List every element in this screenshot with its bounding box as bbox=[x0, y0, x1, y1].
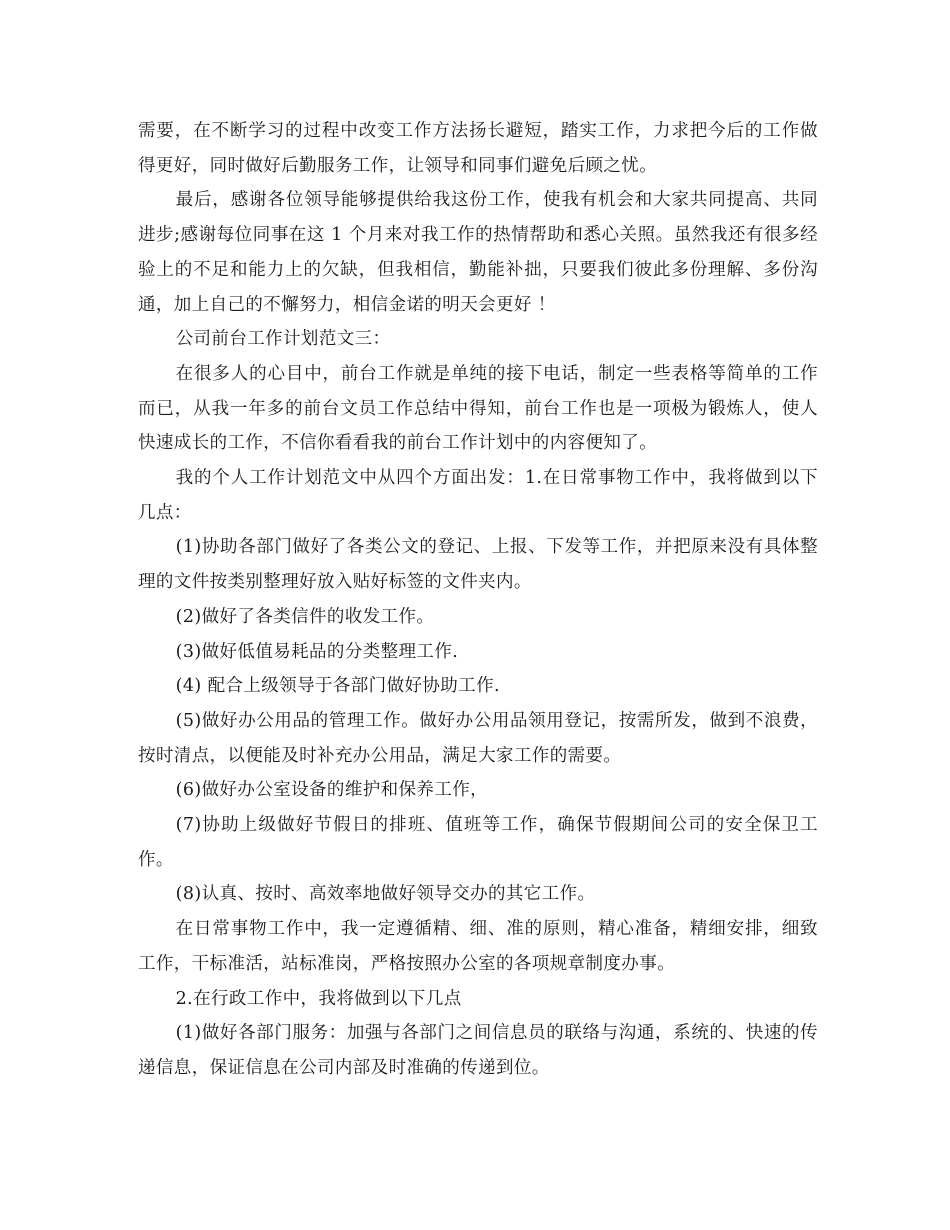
paragraph: 我的个人工作计划范文中从四个方面出发：1.在日常事物工作中，我将做到以下几点： bbox=[138, 468, 818, 523]
list-item: (2)做好了各类信件的收发工作。 bbox=[175, 606, 435, 627]
paragraph: 2.在行政工作中，我将做到以下几点 bbox=[175, 988, 462, 1009]
list-item: (8)认真、按时、高效率地做好领导交办的其它工作。 bbox=[175, 884, 596, 905]
section-heading: 公司前台工作计划范文三： bbox=[175, 329, 391, 350]
list-item: (1)协助各部门做好了各类公文的登记、上报、下发等工作，并把原来没有具体整理的文件按类别整理好放入贴好标签的文件夹内。 bbox=[138, 537, 818, 593]
list-item: (6)做好办公室设备的维护和保养工作， bbox=[175, 780, 489, 801]
list-item: (1)做好各部门服务：加强与各部门之间信息员的联络与沟通，系统的、快速的传递信息，保证信息在公司内部及时准确的传递到位。 bbox=[138, 1023, 818, 1078]
paragraph: 在日常事物工作中，我一定遵循精、细、准的原则，精心准备，精细安排，细致工作，干标准活，站标准岗，严格按照办公室的各项规章制度办事。 bbox=[138, 919, 818, 974]
document-body bbox=[138, 114, 818, 1086]
list-item: (4) 配合上级领导于各部门做好协助工作. bbox=[175, 676, 500, 697]
list-item: (3)做好低值易耗品的分类整理工作. bbox=[175, 641, 459, 662]
paragraph: 最后，感谢各位领导能够提供给我这份工作，使我有机会和大家共同提高、共同进步;感谢每位同事在这 1 个月来对我工作的热情帮助和悉心关照。虽然我还有很多经验上的不足和能力上的欠缺，但我相信，勤能补拙，只要我们彼此多份理解、多份沟通，加上自己的不懈努力，相信金诺的明天会更好 ！ bbox=[138, 190, 818, 315]
paragraph: 需要，在不断学习的过程中改变工作方法扬长避短，踏实工作，力求把今后的工作做得更好，同时做好后勤服务工作，让领导和同事们避免后顾之忧。 bbox=[138, 121, 818, 176]
paragraph: 在很多人的心目中，前台工作就是单纯的接下电话，制定一些表格等简单的工作而已，从我一年多的前台文员工作总结中得知，前台工作也是一项极为锻炼人，使人快速成长的工作，不信你看看我的前台工作计划中的内容便知了。 bbox=[138, 363, 818, 454]
list-item: (7)协助上级做好节假日的排班、值班等工作，确保节假期间公司的安全保卫工作。 bbox=[138, 815, 818, 870]
list-item: (5)做好办公用品的管理工作。做好办公用品领用登记，按需所发，做到不浪费，按时清点，以便能及时补充办公用品，满足大家工作的需要。 bbox=[138, 710, 818, 766]
